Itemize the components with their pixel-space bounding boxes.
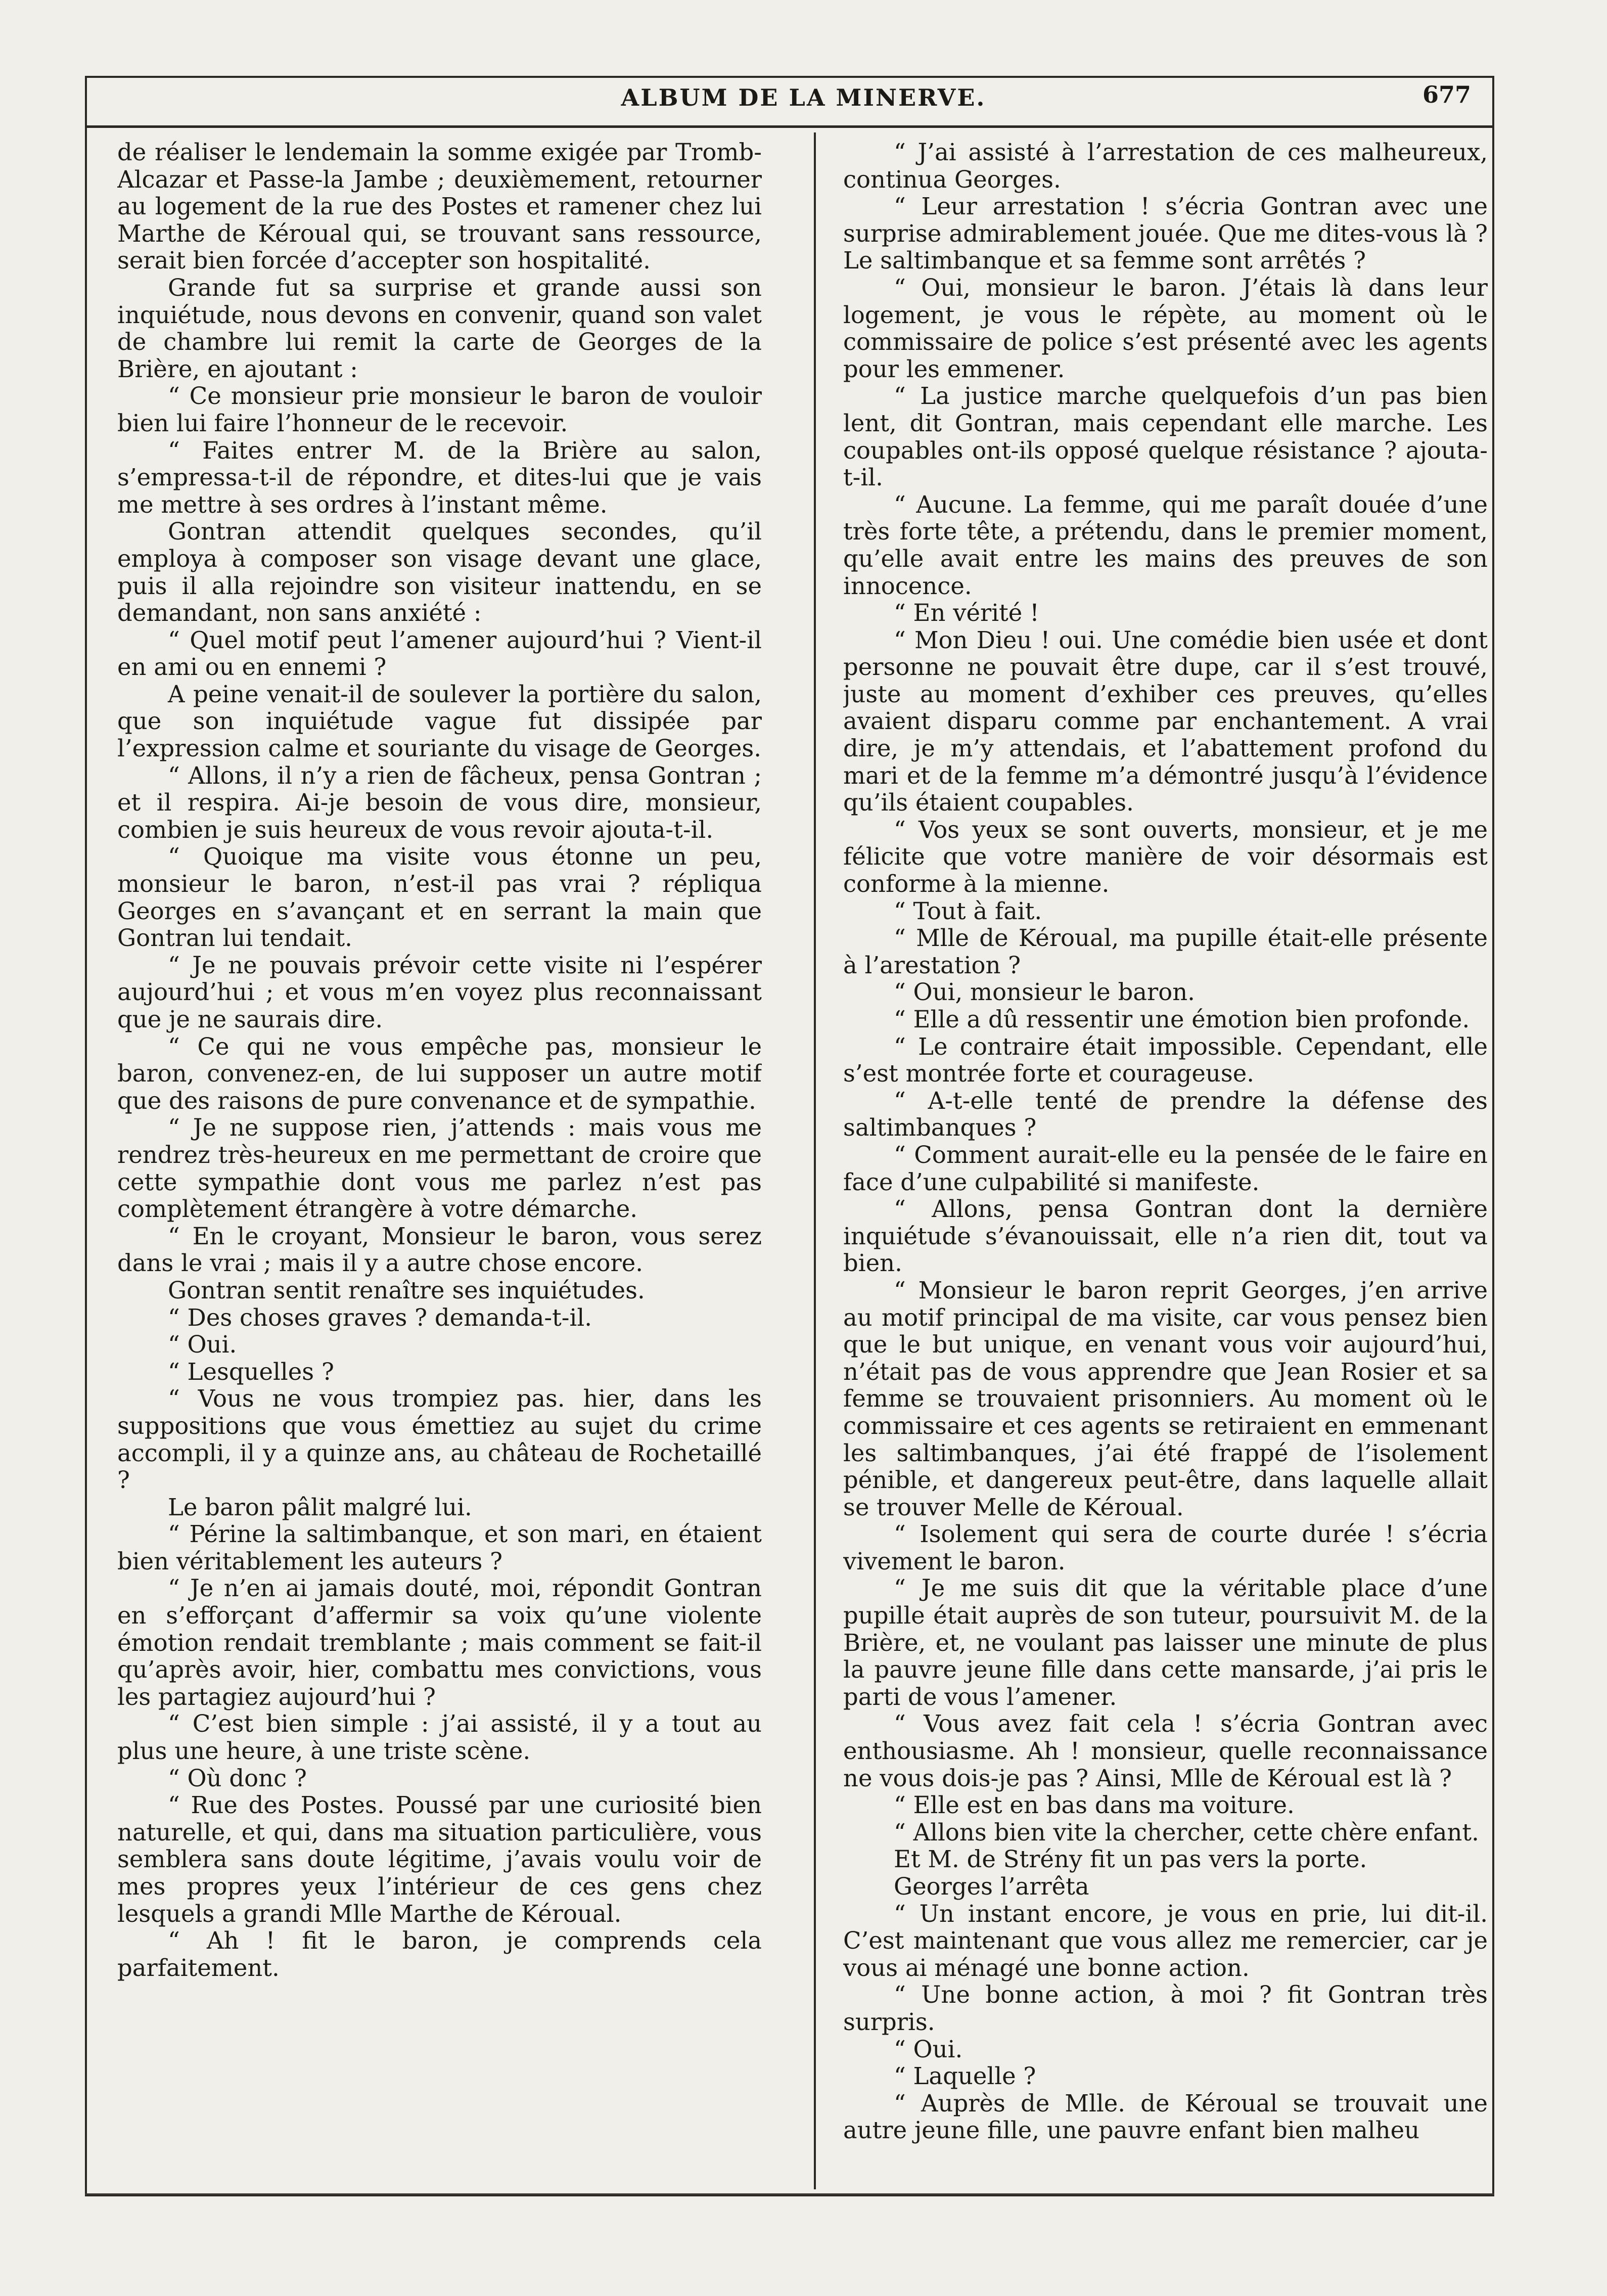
paragraph: “ Auprès de Mlle. de Kéroual se trouvait une autre jeune fille, une pauvre enfant bien malheu bbox=[843, 2089, 1488, 2144]
paragraph: “ Rue des Postes. Poussé par une curiosité bien naturelle, et qui, dans ma situation particulière, vous semblera sans doute légitime, j’avais voulu voir de mes propres yeux l’intérieur de ces gens chez lesquels a grandi Mlle Marthe de Kéroual. bbox=[117, 1791, 762, 1927]
paragraph: “ Des choses graves ? demanda-t-il. bbox=[168, 1303, 592, 1331]
paragraph: “ Je ne suppose rien, j’attends : mais vous me rendrez très-heureux en me permettant de croire que cette sympathie dont vous me parlez n’est pas complètement étrangère à votre démarche. bbox=[117, 1114, 762, 1223]
paragraph: “ Comment aurait-elle eu la pensée de le faire en face d’une culpabilité si manifeste. bbox=[843, 1141, 1488, 1196]
paragraph: Et M. de Strény fit un pas vers la porte. bbox=[894, 1845, 1367, 1873]
paragraph: “ Vos yeux se sont ouverts, monsieur, et je me félicite que votre manière de voir désormais est conforme à la mienne. bbox=[843, 816, 1488, 898]
paragraph: “ Périne la saltimbanque, et son mari, en étaient bien véritablement les auteurs ? bbox=[117, 1520, 762, 1575]
paragraph: de réaliser le lendemain la somme exigée par Tromb-Alcazar et Passe-la Jambe ; deuxièmement, retourner au logement de la rue des Postes et ramener chez lui Marthe de Kéroual qui, se trouvant sans ressource, serait bien forcée d’accepter son hospitalité. bbox=[117, 139, 762, 275]
running-title: ALBUM DE LA MINERVE. bbox=[621, 84, 986, 111]
paragraph: “ Quoique ma visite vous étonne un peu, monsieur le baron, n’est-il pas vrai ? répliqua Georges en s’avançant et en serrant la main que Gontran lui tendait. bbox=[117, 843, 762, 952]
paragraph: “ J’ai assisté à l’arrestation de ces malheureux, continua Georges. bbox=[843, 139, 1488, 193]
paragraph: Georges l’arrêta bbox=[894, 1873, 1089, 1900]
paragraph: “ Lesquelles ? bbox=[168, 1358, 334, 1385]
paragraph: “ Allons, pensa Gontran dont la dernière inquiétude s’évanouissait, elle n’a rien dit, tout va bien. bbox=[843, 1195, 1488, 1277]
paragraph: Gontran attendit quelques secondes, qu’il employa à composer son visage devant une glace, puis il alla rejoindre son visiteur inattendu, en se demandant, non sans anxiété : bbox=[117, 518, 762, 627]
paragraph: “ Ah ! fit le baron, je comprends cela parfaitement. bbox=[117, 1927, 762, 1982]
paragraph: “ Allons bien vite la chercher, cette chère enfant. bbox=[894, 1818, 1479, 1846]
paragraph: “ Mon Dieu ! oui. Une comédie bien usée et dont personne ne pouvait être dupe, car il s’est trouvé, juste au moment d’exhiber ces preuves, qu’elles avaient disparu comme par enchantement. A vrai dire, je m’y attendais, et l’abattement profond du mari et de la femme m’a démontré jusqu’à l’évidence qu’ils étaient coupables. bbox=[843, 626, 1488, 817]
paragraph: “ Aucune. La femme, qui me paraît douée d’une très forte tête, a prétendu, dans le premier moment, qu’elle avait entre les mains des preuves de son innocence. bbox=[843, 490, 1488, 600]
paragraph: A peine venait-il de soulever la portière du salon, que son inquiétude vague fut dissipée par l’expression calme et souriante du visage de Georges. bbox=[117, 680, 762, 762]
paragraph: “ Ce monsieur prie monsieur le baron de vouloir bien lui faire l’honneur de le recevoir. bbox=[117, 382, 762, 437]
paragraph: “ Je me suis dit que la véritable place d’une pupille était auprès de son tuteur, poursuivit M. de la Brière, et, ne voulant pas laisser une minute de plus la pauvre jeune fille dans cette mansarde, j’ai pris le parti de vous l’amener. bbox=[843, 1574, 1488, 1710]
paragraph: “ Un instant encore, je vous en prie, lui dit-il. C’est maintenant que vous allez me remercier, car je vous ai ménagé une bonne action. bbox=[843, 1900, 1488, 1982]
paragraph: “ Je n’en ai jamais douté, moi, répondit Gontran en s’efforçant d’affermir sa voix qu’une violente émotion rendait tremblante ; mais comment se fait-il qu’après avoir, hier, combattu mes convictions, vous les partagiez aujourd’hui ? bbox=[117, 1574, 762, 1710]
paragraph: “ Oui, monsieur le baron. J’étais là dans leur logement, je vous le répète, au moment où le commissaire de police s’est présenté avec les agents pour les emmener. bbox=[843, 274, 1488, 383]
left-column bbox=[117, 139, 762, 2162]
paragraph: “ La justice marche quelquefois d’un pas bien lent, dit Gontran, mais cependant elle marche. Les coupables ont-ils opposé quelque résistance ? ajouta-t-il. bbox=[843, 382, 1488, 491]
paragraph: “ C’est bien simple : j’ai assisté, il y a tout au plus une heure, à une triste scène. bbox=[117, 1710, 762, 1765]
paragraph: “ Oui. bbox=[894, 2035, 963, 2063]
paragraph: “ Allons, il n’y a rien de fâcheux, pensa Gontran ; et il respira. Ai-je besoin de vous dire, monsieur, combien je suis heureux de vous revoir ajouta-t-il. bbox=[117, 761, 762, 843]
paragraph: “ Laquelle ? bbox=[894, 2062, 1036, 2090]
page-number: 677 bbox=[1422, 81, 1471, 108]
right-column bbox=[843, 139, 1488, 2162]
paragraph: “ Leur arrestation ! s’écria Gontran avec une surprise admirablement jouée. Que me dites-vous là ? Le saltimbanque et sa femme sont arrêtés ? bbox=[843, 193, 1488, 275]
paragraph: Grande fut sa surprise et grande aussi son inquiétude, nous devons en convenir, quand son valet de chambre lui remit la carte de Georges de la Brière, en ajoutant : bbox=[117, 274, 762, 383]
bottom-rule bbox=[85, 2193, 1494, 2195]
paragraph: “ Une bonne action, à moi ? fit Gontran très surpris. bbox=[843, 1981, 1488, 2036]
column-divider bbox=[814, 132, 816, 2189]
paragraph: “ A-t-elle tenté de prendre la défense des saltimbanques ? bbox=[843, 1087, 1488, 1142]
paragraph: “ Elle est en bas dans ma voiture. bbox=[894, 1791, 1295, 1819]
paragraph: “ Le contraire était impossible. Cependant, elle s’est montrée forte et courageuse. bbox=[843, 1032, 1488, 1088]
paragraph: “ Je ne pouvais prévoir cette visite ni l’espérer aujourd’hui ; et vous m’en voyez plus reconnaissant que je ne saurais dire. bbox=[117, 951, 762, 1033]
paragraph: “ Tout à fait. bbox=[894, 897, 1042, 925]
paragraph: “ En le croyant, Monsieur le baron, vous serez dans le vrai ; mais il y a autre chose encore. bbox=[117, 1222, 762, 1277]
paragraph: “ Oui. bbox=[168, 1331, 237, 1359]
paragraph: Le baron pâlit malgré lui. bbox=[168, 1493, 472, 1521]
paragraph: “ Ce qui ne vous empêche pas, monsieur le baron, convenez-en, de lui supposer un autre motif que des raisons de pure convenance et de sympathie. bbox=[117, 1032, 762, 1114]
paragraph: “ En vérité ! bbox=[894, 599, 1039, 627]
paragraph: “ Mlle de Kéroual, ma pupille était-elle présente à l’arestation ? bbox=[843, 924, 1488, 979]
paragraph: “ Vous avez fait cela ! s’écria Gontran avec enthousiasme. Ah ! monsieur, quelle reconnaissance ne vous dois-je pas ? Ainsi, Mlle de Kéroual est là ? bbox=[843, 1710, 1488, 1792]
paragraph: “ Vous ne vous trompiez pas. hier, dans les suppositions que vous émettiez au sujet du crime accompli, il y a quinze ans, au château de Rochetaillé ? bbox=[117, 1385, 762, 1494]
paragraph: “ Isolement qui sera de courte durée ! s’écria vivement le baron. bbox=[843, 1520, 1488, 1575]
header-rule bbox=[85, 125, 1494, 128]
paragraph: Gontran sentit renaître ses inquiétudes. bbox=[168, 1276, 645, 1304]
paragraph: “ Quel motif peut l’amener aujourd’hui ? Vient-il en ami ou en ennemi ? bbox=[117, 626, 762, 681]
paragraph: “ Faites entrer M. de la Brière au salon, s’empressa-t-il de répondre, et dites-lui que je vais me mettre à ses ordres à l’instant même. bbox=[117, 436, 762, 518]
paragraph: “ Monsieur le baron reprit Georges, j’en arrive au motif principal de ma visite, car vous pensez bien que le but unique, en venant vous voir aujourd’hui, n’était pas de vous apprendre que Jean Rosier et sa femme se trouvaient prisonniers. Au moment où le commissaire et ces agents se retiraient en emmenant les saltimbanques, j’ai été frappé de l’isolement pénible, et dangereux peut-être, dans laquelle allait se trouver Melle de Kéroual. bbox=[843, 1276, 1488, 1521]
paragraph: “ Elle a dû ressentir une émotion bien profonde. bbox=[894, 1006, 1470, 1033]
paragraph: “ Où donc ? bbox=[168, 1764, 307, 1792]
paragraph: “ Oui, monsieur le baron. bbox=[894, 978, 1195, 1006]
